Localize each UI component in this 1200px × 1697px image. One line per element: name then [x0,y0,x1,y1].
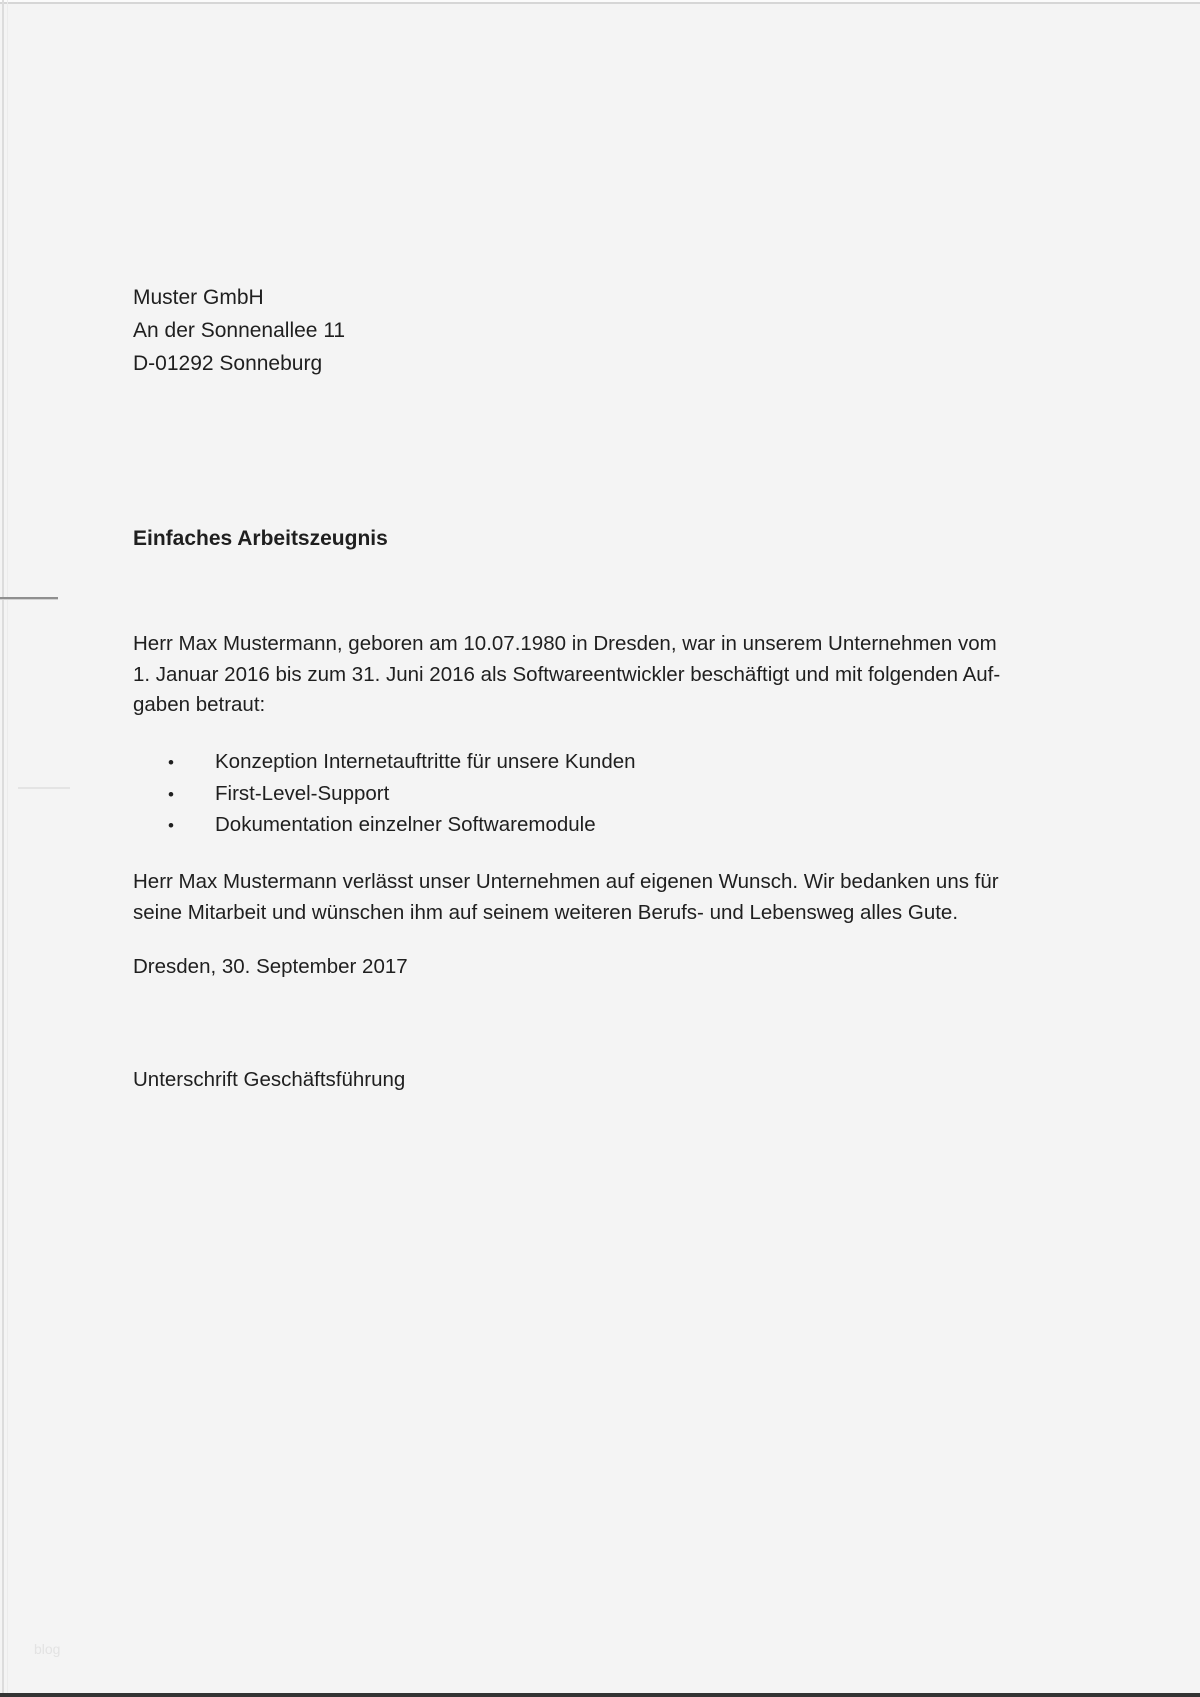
intro-line: gaben betraut: [133,693,266,716]
page-bottom-bar [0,1693,1200,1697]
intro-paragraph [133,629,1000,721]
list-item [168,810,636,842]
fold-mark [0,597,58,600]
list-item-label: Konzeption Internetauftritte für unsere Kunden [215,750,636,773]
intro-line: 1. Januar 2016 bis zum 31. Juni 2016 als Softwareentwickler beschäftigt und mit folgenden Auf- [133,662,1001,686]
sender-company: Muster GmbH [133,286,264,309]
punch-mark [18,787,70,789]
bullet-icon: • [168,753,174,772]
bullet-icon: • [168,816,174,835]
bullet-icon: • [168,784,174,804]
sender-city: D-01292 Sonneburg [133,352,323,375]
page-left-edge-line-2 [7,0,8,1697]
list-item-label: First-Level-Support [215,781,390,805]
closing-line: Herr Max Mustermann verlässt unser Unternehmen auf eigenen Wunsch. Wir bedanken uns für [133,870,999,893]
watermark-text: blog [34,1641,61,1657]
sender-street: An der Sonnenallee 11 [133,319,346,342]
list-item-label: Dokumentation einzelner Softwaremodule [215,813,596,836]
page-left-edge-line [2,0,4,1697]
task-list [168,747,636,842]
sender-address-block [133,281,345,380]
intro-line: Herr Max Mustermann, geboren am 10.07.1980 in Dresden, war in unserem Unternehmen vom [133,632,997,655]
page-top-edge-line [0,2,1200,4]
document-title: Einfaches Arbeitszeugnis [133,527,388,550]
list-item [168,779,636,811]
closing-paragraph [133,866,999,928]
date-line: Dresden, 30. September 2017 [133,955,408,978]
list-item [168,747,636,779]
signature-line: Unterschrift Geschäftsführung [133,1068,406,1091]
closing-line: seine Mitarbeit und wünschen ihm auf seinem weiteren Berufs- und Lebensweg alles Gute. [133,901,959,924]
